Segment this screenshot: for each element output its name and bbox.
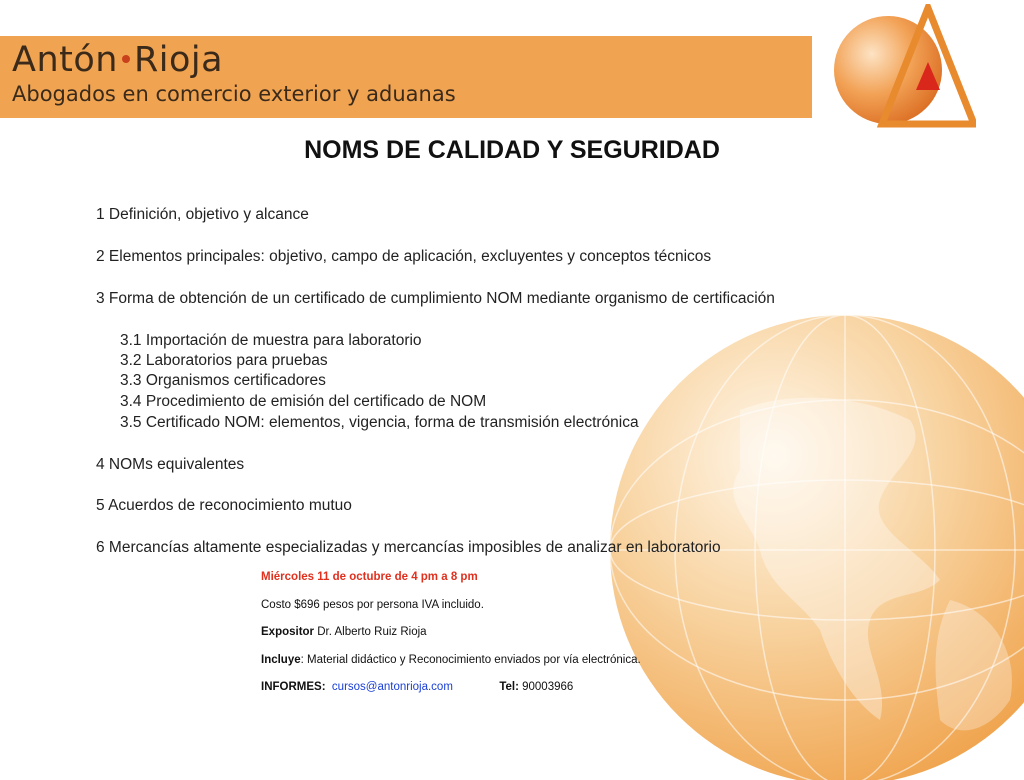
contact-email-link[interactable]: cursos@antonrioja.com	[331, 681, 453, 693]
sub-list-item: 3.5 Certificado NOM: elementos, vigencia, forma de transmisión electrónica	[120, 414, 639, 431]
logo-icon	[830, 4, 976, 128]
list-item: 3 Forma de obtención de un certificado de cumplimiento NOM mediante organismo de certificación	[96, 290, 775, 307]
sub-list-item: 3.2 Laboratorios para pruebas	[120, 352, 328, 369]
includes-label: Incluye	[261, 654, 301, 666]
list-item: 6 Mercancías altamente especializadas y mercancías imposibles de analizar en laboratorio	[96, 539, 721, 556]
brand-name: Antón Rioja	[12, 40, 224, 80]
sub-list-item: 3.1 Importación de muestra para laboratorio	[120, 332, 422, 349]
event-speaker	[261, 626, 427, 638]
event-cost: Costo $696 pesos por persona IVA incluido.	[261, 599, 484, 611]
list-item: 4 NOMs equivalentes	[96, 456, 245, 473]
brand-tagline: Abogados en comercio exterior y aduanas	[12, 82, 456, 106]
event-includes	[261, 654, 641, 666]
event-date: Miércoles 11 de octubre de 4 pm a 8 pm	[261, 571, 478, 583]
page-title: NOMS DE CALIDAD Y SEGURIDAD	[304, 136, 720, 164]
includes-text: : Material didáctico y Reconocimiento enviados por vía electrónica.	[300, 654, 641, 666]
list-item: 5 Acuerdos de reconocimiento mutuo	[96, 497, 352, 514]
contact-label: INFORMES:	[261, 681, 326, 693]
phone-number: 90003966	[522, 681, 574, 693]
brand-dot-icon	[122, 55, 130, 63]
sub-list-item: 3.4 Procedimiento de emisión del certificado de NOM	[120, 393, 487, 410]
speaker-name: Dr. Alberto Ruiz Rioja	[317, 626, 427, 638]
list-item: 1 Definición, objetivo y alcance	[96, 206, 309, 223]
event-contact	[261, 681, 573, 693]
sub-list-item: 3.3 Organismos certificadores	[120, 372, 326, 389]
phone-label: Tel:	[499, 681, 519, 693]
speaker-label: Expositor	[261, 626, 315, 638]
list-item: 2 Elementos principales: objetivo, campo de aplicación, excluyentes y conceptos técnicos	[96, 248, 712, 265]
